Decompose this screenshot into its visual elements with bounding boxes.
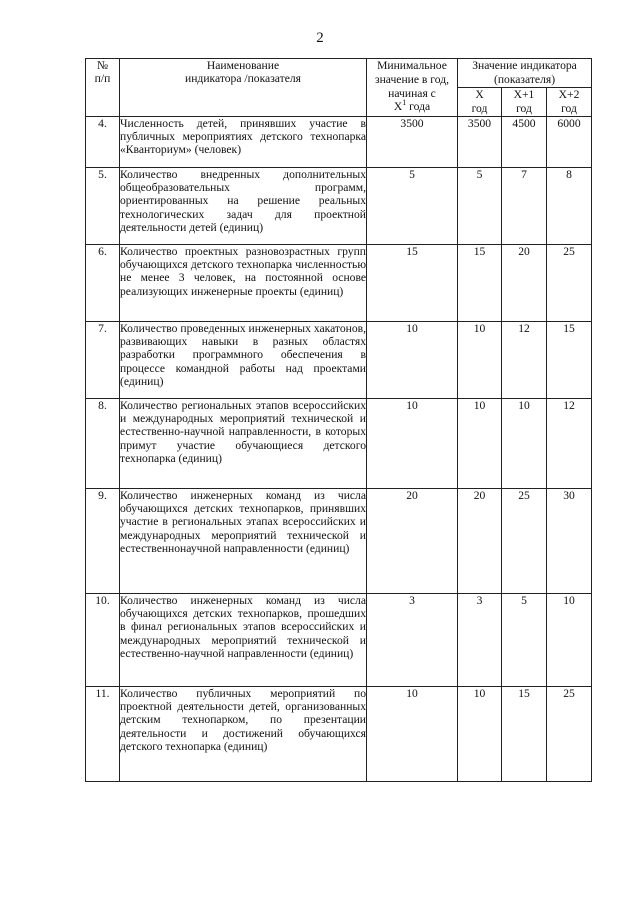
row-min-value: 5: [367, 168, 458, 245]
row-value-x: 15: [458, 245, 502, 322]
header-name-line1: Наименование: [206, 59, 280, 72]
row-number: 8.: [86, 399, 120, 489]
row-number: 4.: [86, 117, 120, 168]
header-indicator-name: [120, 59, 367, 117]
row-value-x: 3: [458, 594, 502, 687]
header-year-x: [458, 88, 502, 117]
row-min-value: 15: [367, 245, 458, 322]
row-value-x1: 7: [502, 168, 547, 245]
header-year-x1-line2: год: [516, 102, 532, 115]
row-value-x: 10: [458, 399, 502, 489]
header-number-line2: п/п: [94, 72, 111, 86]
row-indicator-name: Количество проектных разновозрастных групп обучающихся детского технопарка численностью не менее 3 человек, на постоянной основе реализующих инженерные проекты (единиц): [120, 245, 367, 322]
row-number: 5.: [86, 168, 120, 245]
row-indicator-name: Количество публичных мероприятий по проектной деятельности детей, организованных детским технопарком, по презентации деятельности и достижений обучающихся детского технопарка (единиц): [120, 687, 367, 782]
table-row: [86, 245, 592, 322]
row-value-x2: 12: [547, 399, 592, 489]
row-number: 7.: [86, 322, 120, 399]
header-name-line2: индикатора /показателя: [185, 72, 301, 86]
header-year-x-line1: X: [475, 88, 484, 101]
row-value-x: 5: [458, 168, 502, 245]
table-row: [86, 168, 592, 245]
header-row: [86, 59, 592, 88]
header-min-suffix: года: [406, 100, 431, 114]
row-value-x2: 6000: [547, 117, 592, 168]
page-number: 2: [316, 30, 324, 46]
row-min-value: 3500: [367, 117, 458, 168]
row-value-x: 10: [458, 687, 502, 782]
header-year-x-line2: год: [471, 102, 488, 115]
header-indicator-value: Значение индикатора (показателя): [458, 59, 592, 88]
row-indicator-name: Количество инженерных команд из числа обучающихся детских технопарков, принявших участие в региональных этапах всероссийских и международных мероприятий технической и естественнонаучной направленности (единиц): [120, 489, 367, 594]
table-row: [86, 322, 592, 399]
header-year-x2-line2: год: [561, 102, 577, 115]
table-row: [86, 399, 592, 489]
row-min-value: 10: [367, 322, 458, 399]
header-year-x2-line1: X+2: [558, 88, 580, 101]
row-value-x2: 30: [547, 489, 592, 594]
table-row: [86, 489, 592, 594]
header-min-footnote: 1: [402, 98, 407, 108]
header-year-x1: [502, 88, 547, 117]
row-indicator-name: Количество внедренных дополнительных общеобразовательных программ, ориентированных на решение реальных технологических задач для проектной деятельности детей (единиц): [120, 168, 367, 245]
header-year-x2: [547, 88, 592, 117]
table-row: [86, 117, 592, 168]
header-min-value: [367, 59, 458, 117]
row-value-x1: 25: [502, 489, 547, 594]
header-min-line1: Минимальное: [377, 59, 447, 72]
indicators-table: [85, 58, 592, 782]
row-number: 6.: [86, 245, 120, 322]
row-value-x1: 15: [502, 687, 547, 782]
row-value-x2: 25: [547, 245, 592, 322]
row-value-x1: 4500: [502, 117, 547, 168]
row-value-x2: 25: [547, 687, 592, 782]
row-value-x1: 20: [502, 245, 547, 322]
row-min-value: 10: [367, 687, 458, 782]
row-min-value: 3: [367, 594, 458, 687]
table-row: [86, 594, 592, 687]
row-value-x: 20: [458, 489, 502, 594]
row-value-x: 3500: [458, 117, 502, 168]
row-indicator-name: Количество региональных этапов всероссийских и международных мероприятий технической и естественно-научной направленности, в которых примут участие обучающиеся детского технопарка (единиц): [120, 399, 367, 489]
row-value-x1: 12: [502, 322, 547, 399]
row-value-x1: 5: [502, 594, 547, 687]
row-value-x2: 10: [547, 594, 592, 687]
header-min-line2: значение в год,: [375, 72, 449, 86]
header-min-x: X: [393, 100, 403, 114]
table-row: [86, 687, 592, 782]
row-min-value: 10: [367, 399, 458, 489]
header-number: [86, 59, 120, 117]
row-value-x2: 8: [547, 168, 592, 245]
header-min-line3: начиная с: [388, 86, 436, 100]
header-min-line4: [367, 100, 457, 114]
row-indicator-name: Количество проведенных инженерных хакатонов, развивающих навыки в разных областях разработки программного обеспечения в процессе командной работы над проектами (единиц): [120, 322, 367, 399]
row-min-value: 20: [367, 489, 458, 594]
row-value-x2: 15: [547, 322, 592, 399]
row-number: 10.: [86, 594, 120, 687]
header-year-x1-line1: X+1: [513, 88, 535, 101]
row-number: 11.: [86, 687, 120, 782]
row-number: 9.: [86, 489, 120, 594]
row-indicator-name: Количество инженерных команд из числа обучающихся детских технопарков, прошедших в финал региональных этапов всероссийских и международных мероприятий технической и естественно-научной направленности (единиц): [120, 594, 367, 687]
row-value-x1: 10: [502, 399, 547, 489]
row-value-x: 10: [458, 322, 502, 399]
row-indicator-name: Численность детей, принявших участие в публичных мероприятиях детского технопарка «Кванториум» (человек): [120, 117, 367, 168]
header-number-line1: №: [96, 59, 109, 72]
